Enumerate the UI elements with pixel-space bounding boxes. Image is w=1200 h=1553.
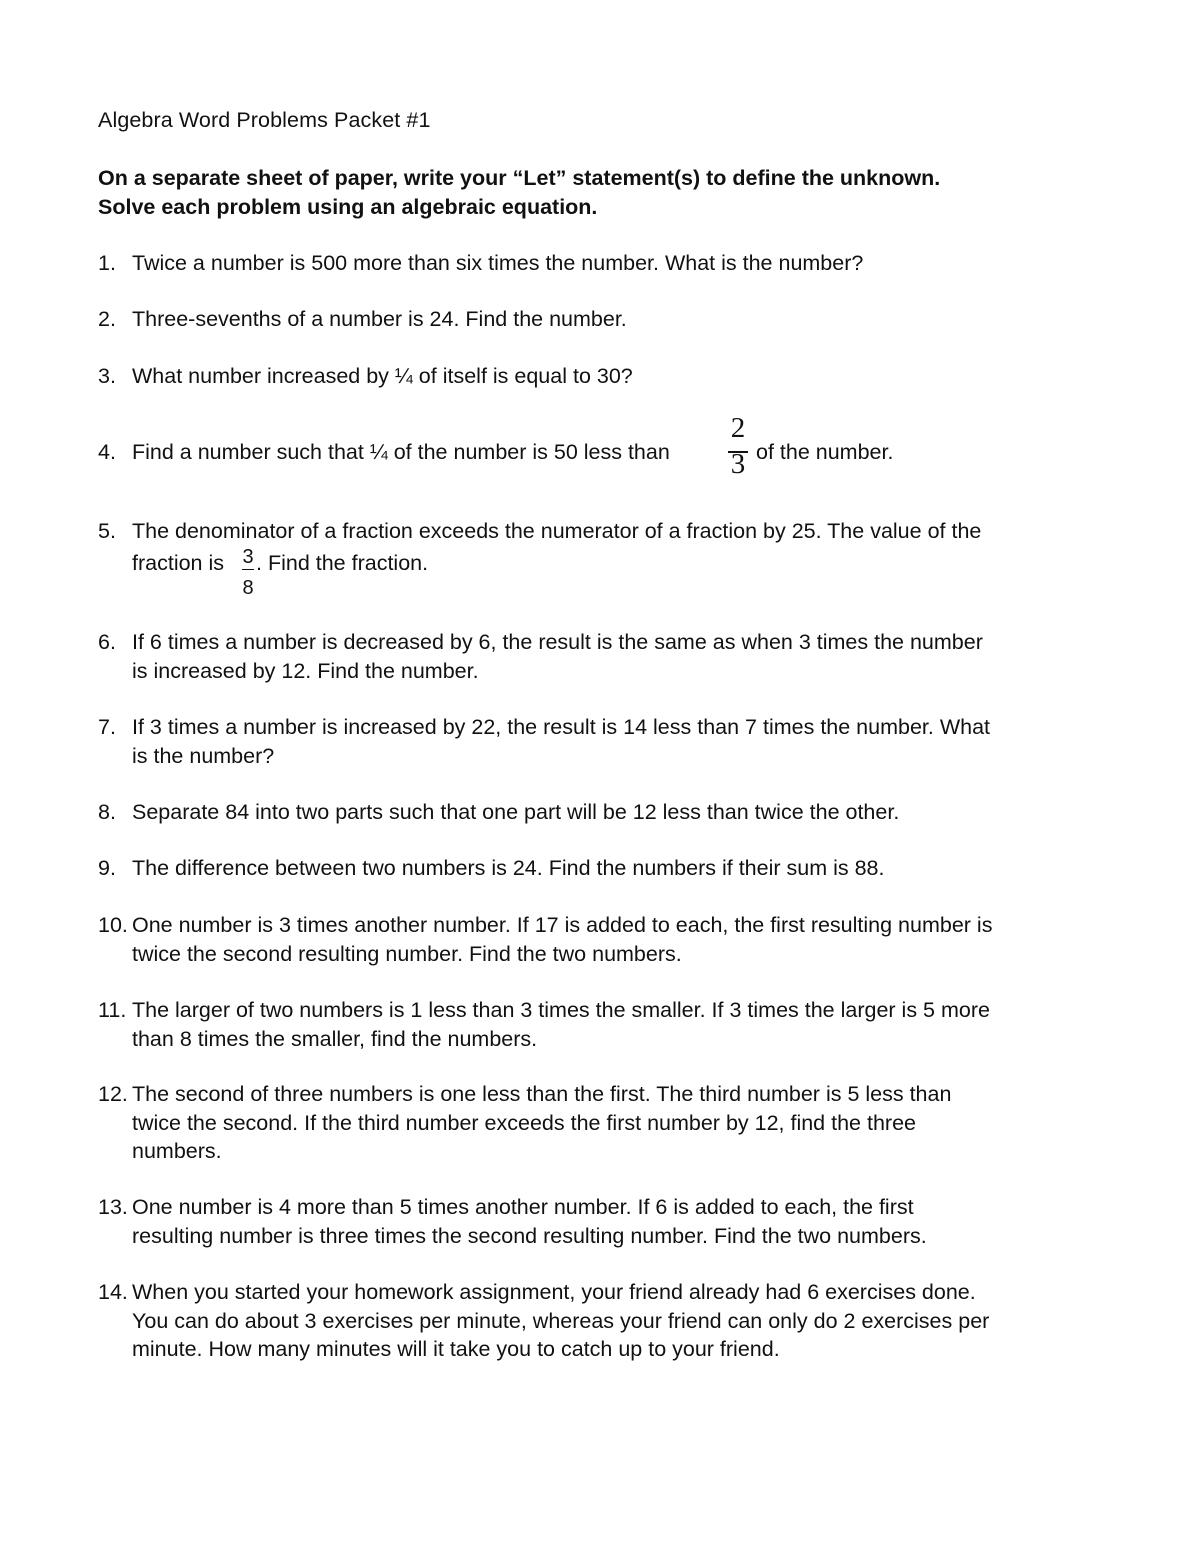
problem-number: 10. bbox=[98, 913, 128, 937]
problem-text: twice the second resulting number. Find the two numbers. bbox=[132, 941, 682, 966]
problem-text: Three-sevenths of a number is 24. Find the number. bbox=[132, 307, 627, 331]
problem-text: fraction is bbox=[132, 551, 225, 575]
problem-number: 4. bbox=[98, 440, 116, 464]
problem-text: than 8 times the smaller, find the numbers. bbox=[132, 1026, 538, 1051]
problem-text: If 3 times a number is increased by 22, the result is 14 less than 7 times the number. What bbox=[132, 715, 991, 739]
problem-text: When you started your homework assignment, your friend already had 6 exercises done. bbox=[132, 1280, 976, 1304]
problem-text: is the number? bbox=[132, 743, 275, 768]
problem-8 bbox=[98, 798, 1088, 827]
fraction-numerator: 3 bbox=[242, 546, 254, 568]
page-title: Algebra Word Problems Packet #1 bbox=[98, 108, 431, 132]
problem-text: Find a number such that ¼ of the number is 50 less than bbox=[132, 440, 670, 464]
problem-text: Separate 84 into two parts such that one part will be 12 less than twice the other. bbox=[132, 800, 900, 824]
fraction-numerator: 2 bbox=[730, 412, 746, 444]
problem-5 bbox=[98, 517, 1088, 602]
problem-4 bbox=[98, 412, 1088, 498]
problem-text: If 6 times a number is decreased by 6, the result is the same as when 3 times the number bbox=[132, 630, 983, 654]
fraction-denominator: 3 bbox=[730, 448, 746, 480]
problem-7 bbox=[98, 713, 1088, 770]
problem-text: of the number. bbox=[756, 440, 894, 464]
instruction-line: On a separate sheet of paper, write your “Let” statement(s) to define the unknown. bbox=[98, 166, 941, 190]
problem-12 bbox=[98, 1080, 1088, 1166]
problem-number: 1. bbox=[98, 251, 116, 275]
problem-number: 13. bbox=[98, 1195, 128, 1219]
problem-2 bbox=[98, 305, 1088, 334]
problem-number: 12. bbox=[98, 1082, 128, 1106]
problem-14 bbox=[98, 1278, 1088, 1364]
fraction-three-eighths bbox=[239, 543, 257, 599]
problem-number: 14. bbox=[98, 1280, 128, 1304]
fraction-bar bbox=[242, 569, 254, 570]
problem-text: is increased by 12. Find the number. bbox=[132, 658, 479, 683]
problem-10 bbox=[98, 911, 1088, 968]
problem-text: One number is 3 times another number. If 17 is added to each, the first resulting number is bbox=[132, 913, 993, 937]
instruction-line: Solve each problem using an algebraic equation. bbox=[98, 194, 598, 219]
problem-text: The difference between two numbers is 24. Find the numbers if their sum is 88. bbox=[132, 856, 885, 880]
problem-number: 2. bbox=[98, 307, 116, 331]
problem-text: You can do about 3 exercises per minute, whereas your friend can only do 2 exercises per bbox=[132, 1308, 990, 1333]
problem-number: 5. bbox=[98, 519, 116, 543]
problem-text: One number is 4 more than 5 times another number. If 6 is added to each, the first bbox=[132, 1195, 914, 1219]
problem-text: numbers. bbox=[132, 1139, 222, 1163]
problem-1 bbox=[98, 249, 1088, 278]
problem-text: The denominator of a fraction exceeds the numerator of a fraction by 25. The value of the bbox=[132, 519, 982, 543]
problem-text: twice the second. If the third number exceeds the first number by 12, find the three bbox=[132, 1110, 916, 1135]
problem-number: 8. bbox=[98, 800, 116, 824]
problem-9 bbox=[98, 854, 1088, 883]
problem-text: minute. How many minutes will it take you to catch up to your friend. bbox=[132, 1337, 780, 1361]
problem-text: Twice a number is 500 more than six times the number. What is the number? bbox=[132, 251, 864, 275]
problem-text: resulting number is three times the second resulting number. Find the two numbers. bbox=[132, 1223, 927, 1248]
problem-11 bbox=[98, 996, 1088, 1053]
problem-text: What number increased by ¼ of itself is equal to 30? bbox=[132, 364, 633, 388]
problem-text: . Find the fraction. bbox=[256, 551, 429, 575]
problem-number: 9. bbox=[98, 856, 116, 880]
problem-13 bbox=[98, 1193, 1088, 1250]
problem-number: 7. bbox=[98, 715, 116, 739]
instructions bbox=[98, 164, 940, 221]
problem-text: The second of three numbers is one less than the first. The third number is 5 less than bbox=[132, 1082, 952, 1106]
fraction-two-thirds bbox=[726, 414, 750, 492]
fraction-denominator: 8 bbox=[242, 577, 254, 599]
problem-3 bbox=[98, 362, 1088, 391]
problem-6 bbox=[98, 628, 1088, 685]
problem-text: The larger of two numbers is 1 less than 3 times the smaller. If 3 times the larger is 5 more bbox=[132, 998, 990, 1022]
problem-number: 3. bbox=[98, 364, 116, 388]
problem-number: 6. bbox=[98, 630, 116, 654]
problem-number: 11. bbox=[98, 998, 127, 1022]
